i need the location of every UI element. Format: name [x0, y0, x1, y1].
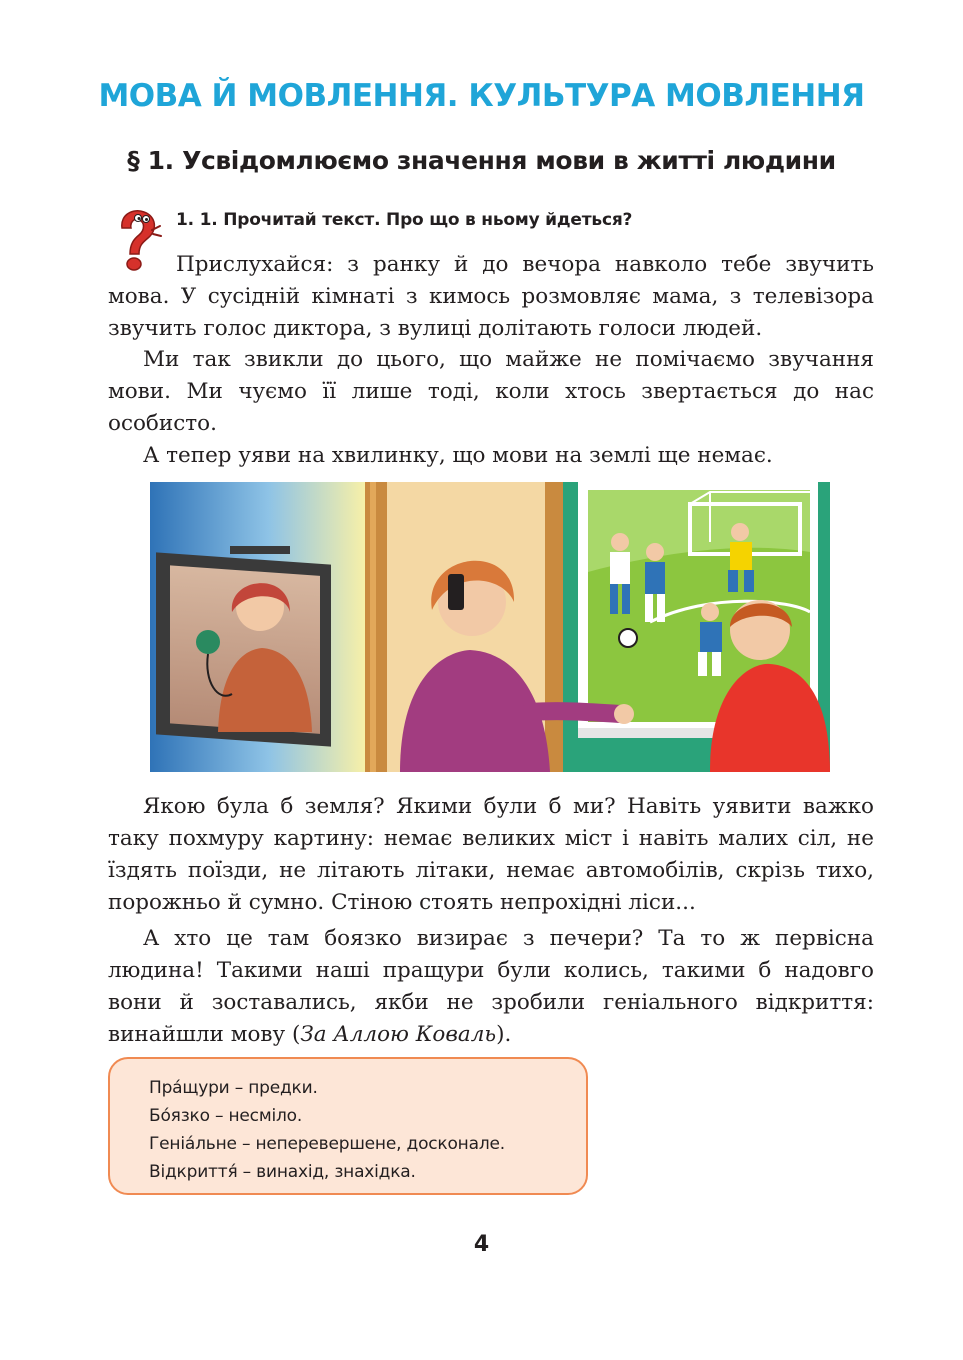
paragraph-4	[108, 791, 874, 919]
illustration	[150, 482, 830, 772]
glossary-item: Бо́язко – несміло.	[149, 1106, 303, 1126]
page-number: 4	[473, 1232, 490, 1257]
paragraph-5-text	[108, 923, 874, 1051]
paragraph-5	[108, 923, 874, 1051]
task-heading: 1. 1. Прочитай текст. Про що в ньому йдеться?	[176, 210, 633, 230]
paragraph-5-end: ).	[496, 1022, 512, 1047]
paragraph-3	[108, 440, 874, 472]
paragraph-2-text: Ми так звикли до цього, що майже не помічаємо звучання мови. Ми чуємо її лише тоді, коли хтось звертається до нас особисто.	[108, 347, 874, 436]
glossary-item: Відкриття́ – винахід, знахідка.	[149, 1162, 416, 1182]
paragraph-5-main: А хто це там боязко визирає з печери? Та то ж первісна людина! Такими наші пращури були колись, такими б надовго вони й зоставались, якби не зробили геніального відкриття: винайшли мову (	[108, 926, 874, 1047]
glossary-item: Геніа́льне – неперевершене, досконале.	[149, 1134, 505, 1154]
paragraph-1-text: Прислухайся: з ранку й до вечора навколо тебе звучить мова. У сусідній кімнаті з кимось розмовляє мама, з телевізора звучить голос диктора, з вулиці долітають голоси людей.	[108, 252, 874, 341]
glossary-box	[108, 1057, 588, 1195]
paragraph-1	[108, 249, 874, 345]
source-attribution: За Аллою Коваль	[300, 1022, 497, 1047]
glossary-item: Пра́щури – предки.	[149, 1078, 318, 1098]
paragraph-4-text: Якою була б земля? Якими були б ми? Навіть уявити важко таку похмуру картину: немає великих міст і навіть малих сіл, не їздять поїзди, не літають літаки, немає автомобілів, скрізь тихо, порожньо й сумно. Стіною стоять непрохідні ліси...	[108, 794, 874, 915]
paragraph-3-text: А тепер уяви на хвилинку, що мови на землі ще немає.	[143, 443, 773, 468]
section-title: § 1. Усвідомлюємо значення мови в житті людини	[127, 146, 836, 175]
paragraph-2	[108, 344, 874, 440]
chapter-title: МОВА Й МОВЛЕННЯ. КУЛЬТУРА МОВЛЕННЯ	[98, 78, 865, 114]
